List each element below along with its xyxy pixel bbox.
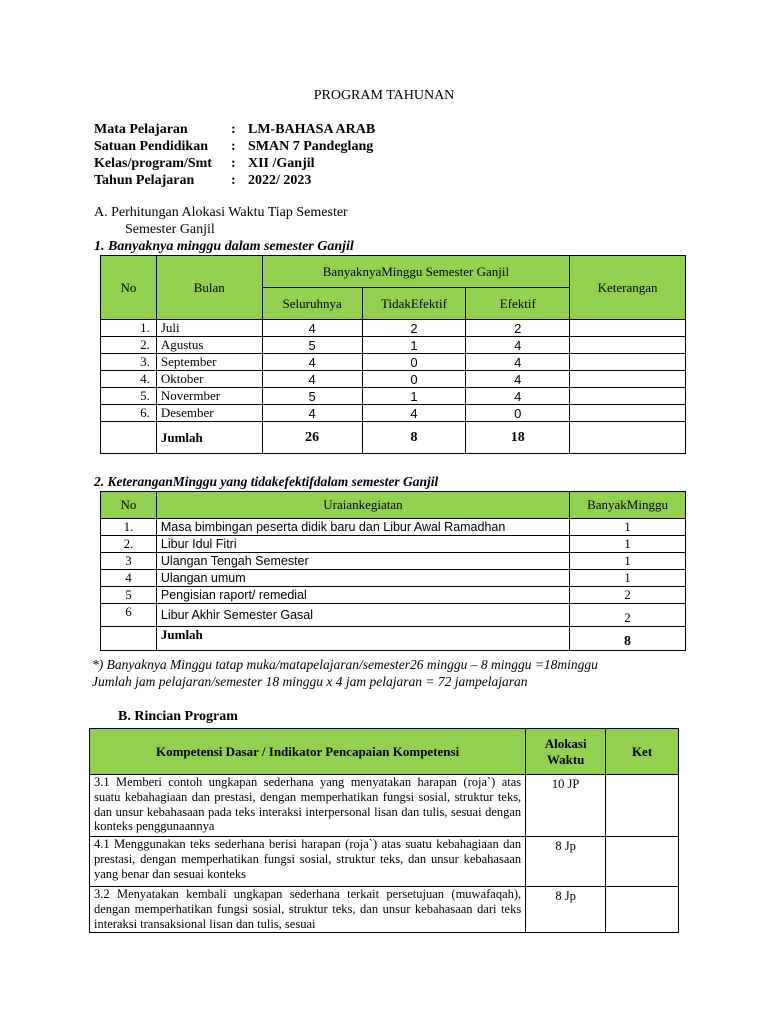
col-no-header: No [101, 492, 157, 519]
table-row [101, 405, 686, 422]
table-row [101, 553, 686, 570]
cell-kd-clip [90, 887, 526, 933]
total-row [101, 422, 686, 454]
cell-efektif: 0 [466, 405, 570, 422]
cell-no: 5. [101, 388, 157, 405]
cell-uraian: Masa bimbingan peserta didik baru dan Libur Awal Ramadhan [156, 519, 569, 536]
table-row [101, 354, 686, 371]
page-title: PROGRAM TAHUNAN [313, 88, 455, 103]
info-label: Satuan Pendidikan [94, 139, 208, 154]
total-efektif: 18 [466, 422, 570, 454]
cell-uraian: Pengisian raport/ remedial [156, 587, 569, 604]
cell-banyak: 1 [570, 570, 686, 587]
section-a-heading: A. Perhitungan Alokasi Waktu Tiap Semester [94, 205, 348, 220]
col-group-header: BanyaknyaMinggu Semester Ganjil [262, 256, 569, 288]
col-kd-header: Kompetensi Dasar / Indikator Pencapaian Kompetensi [90, 729, 526, 775]
cell-ket [570, 320, 686, 337]
cell-bulan: September [156, 354, 262, 371]
cell-tidak: 0 [362, 371, 466, 388]
col-uraian-header: Uraiankegiatan [156, 492, 569, 519]
info-value: XII /Ganjil [248, 156, 315, 171]
col-tidak-header: TidakEfektif [362, 288, 466, 320]
cell-alokasi: 10 JP [526, 775, 606, 837]
cell-ket [606, 775, 679, 837]
cell-seluruh: 4 [262, 371, 362, 388]
info-value: 2022/ 2023 [248, 173, 312, 188]
cell-no: 4 [101, 570, 157, 587]
cell-bulan: Agustus [156, 337, 262, 354]
cell-bulan: Oktober [156, 371, 262, 388]
table-row [101, 570, 686, 587]
info-row [94, 172, 375, 189]
cell-ket [570, 422, 686, 454]
table-row [101, 388, 686, 405]
col-efektif-header: Efektif [466, 288, 570, 320]
info-label: Mata Pelajaran [94, 122, 188, 137]
table-row [101, 371, 686, 388]
cell-seluruh: 5 [262, 337, 362, 354]
info-sep: : [231, 173, 236, 188]
program-detail-table [89, 728, 679, 933]
info-row [94, 155, 375, 172]
cell-no: 1. [101, 519, 157, 536]
table2-title [94, 474, 438, 490]
cell-uraian: Libur Idul Fitri [156, 536, 569, 553]
col-bulan-header: Bulan [156, 256, 262, 320]
total-tidak: 8 [362, 422, 466, 454]
cell-tidak: 0 [362, 354, 466, 371]
cell-ket [570, 405, 686, 422]
cell-ket [570, 354, 686, 371]
info-label: Tahun Pelajaran [94, 173, 195, 188]
semester-subheading: Semester Ganjil [125, 222, 215, 237]
cell-no: 3. [101, 354, 157, 371]
cell-bulan: Juli [156, 320, 262, 337]
table-row [90, 775, 679, 837]
cell-banyak: 1 [570, 536, 686, 553]
info-row [94, 121, 375, 138]
cell-ket [606, 887, 679, 933]
cell-no: 1. [101, 320, 157, 337]
total-banyak: 8 [570, 627, 686, 651]
table-row [101, 519, 686, 536]
info-label: Kelas/program/Smt [94, 156, 212, 171]
cell-uraian: Libur Akhir Semester Gasal [156, 604, 569, 627]
section-b-heading: B. Rincian Program [118, 709, 238, 724]
cell-seluruh: 4 [262, 354, 362, 371]
cell-no: 5 [101, 587, 157, 604]
cell-efektif: 4 [466, 388, 570, 405]
cell-banyak: 2 [570, 587, 686, 604]
cell-bulan: Novermber [156, 388, 262, 405]
info-sep: : [231, 156, 236, 171]
cell-ket [606, 837, 679, 887]
info-sep: : [231, 139, 236, 154]
cell-kd: 3.2 Menyatakan kembali ungkapan sederhana terkait persetujuan (muwafaqah), dengan memperhatikan fungsi sosial, struktur teks, dan unsur kebahasaan dari teks interaksi transaksional lisan dan tulis, sesuai [94, 887, 522, 931]
cell-banyak: 1 [570, 553, 686, 570]
cell-no: 2. [101, 536, 157, 553]
cell-no: 4. [101, 371, 157, 388]
col-ket-header: Keterangan [570, 256, 686, 320]
cell-alokasi: 8 Jp [526, 887, 606, 933]
cell-uraian: Ulangan umum [156, 570, 569, 587]
identity-block [94, 121, 375, 189]
cell-ket [570, 371, 686, 388]
table-row [101, 587, 686, 604]
total-row [101, 627, 686, 651]
info-sep: : [231, 122, 236, 137]
note-weeks: *) Banyaknya Minggu tatap muka/matapelajaran/semester26 minggu – 8 minggu =18minggu [92, 657, 598, 672]
cell-alokasi: 8 Jp [526, 837, 606, 887]
cell-no: 6. [101, 405, 157, 422]
note-hours: Jumlah jam pelajaran/semester 18 minggu x 4 jam pelajaran = 72 jampelajaran [92, 674, 528, 689]
table1-title-text: 1. Banyaknya minggu dalam semester Ganjil [94, 239, 354, 254]
table2-title-text: 2. KeteranganMinggu yang tidakefektifdalam semester Ganjil [94, 474, 439, 489]
cell-tidak: 1 [362, 388, 466, 405]
cell-seluruh: 4 [262, 405, 362, 422]
col-banyak-header: BanyakMinggu [570, 492, 686, 519]
info-row [94, 138, 375, 155]
cell-tidak: 1 [362, 337, 466, 354]
col-alokasi-header: Alokasi Waktu [526, 729, 606, 775]
table-row [90, 837, 679, 887]
cell-bulan: Desember [156, 405, 262, 422]
cell-seluruh: 5 [262, 388, 362, 405]
table1-title [94, 239, 354, 255]
col-ket-header: Ket [606, 729, 679, 775]
col-seluruh-header: Seluruhnya [262, 288, 362, 320]
cell-seluruh: 4 [262, 320, 362, 337]
cell-uraian: Ulangan Tengah Semester [156, 553, 569, 570]
cell-no: 6 [101, 604, 157, 627]
cell-tidak: 2 [362, 320, 466, 337]
cell-tidak: 4 [362, 405, 466, 422]
cell-efektif: 4 [466, 354, 570, 371]
col-no-header: No [101, 256, 157, 320]
total-label: Jumlah [156, 422, 262, 454]
table-row [101, 604, 686, 627]
info-value: SMAN 7 Pandeglang [248, 139, 374, 154]
cell-efektif: 4 [466, 337, 570, 354]
non-effective-weeks-table [100, 491, 686, 651]
cell-no [101, 627, 157, 651]
table-row [101, 320, 686, 337]
total-label: Jumlah [156, 627, 569, 651]
weeks-table [100, 255, 686, 454]
cell-no: 2. [101, 337, 157, 354]
info-value: LM-BAHASA ARAB [248, 122, 376, 137]
cell-kd: 3.1 Memberi contoh ungkapan sederhana yang menyatakan harapan (roja`) atas suatu kebahagiaan dan prestasi, dengan memperhatikan fungsi sosial, struktur teks, dan unsur kebahasaan pada teks interaksi interpersonal lisan dan tulis, sesuai dengan konteks penggunaannya [90, 775, 526, 837]
table-row [101, 337, 686, 354]
cell-ket [570, 337, 686, 354]
table-row [90, 887, 679, 933]
cell-kd: 4.1 Menggunakan teks sederhana berisi harapan (roja`) atas suatu kebahagiaan dan prestasi, dengan memperhatikan fungsi sosial, struktur teks, dan unsur kebahasaan yang benar dan sesuai konteks [90, 837, 526, 887]
cell-no [101, 422, 157, 454]
total-seluruh: 26 [262, 422, 362, 454]
cell-efektif: 2 [466, 320, 570, 337]
cell-efektif: 4 [466, 371, 570, 388]
table-row [101, 536, 686, 553]
cell-no: 3 [101, 553, 157, 570]
cell-ket [570, 388, 686, 405]
cell-banyak: 2 [570, 604, 686, 627]
cell-banyak: 1 [570, 519, 686, 536]
